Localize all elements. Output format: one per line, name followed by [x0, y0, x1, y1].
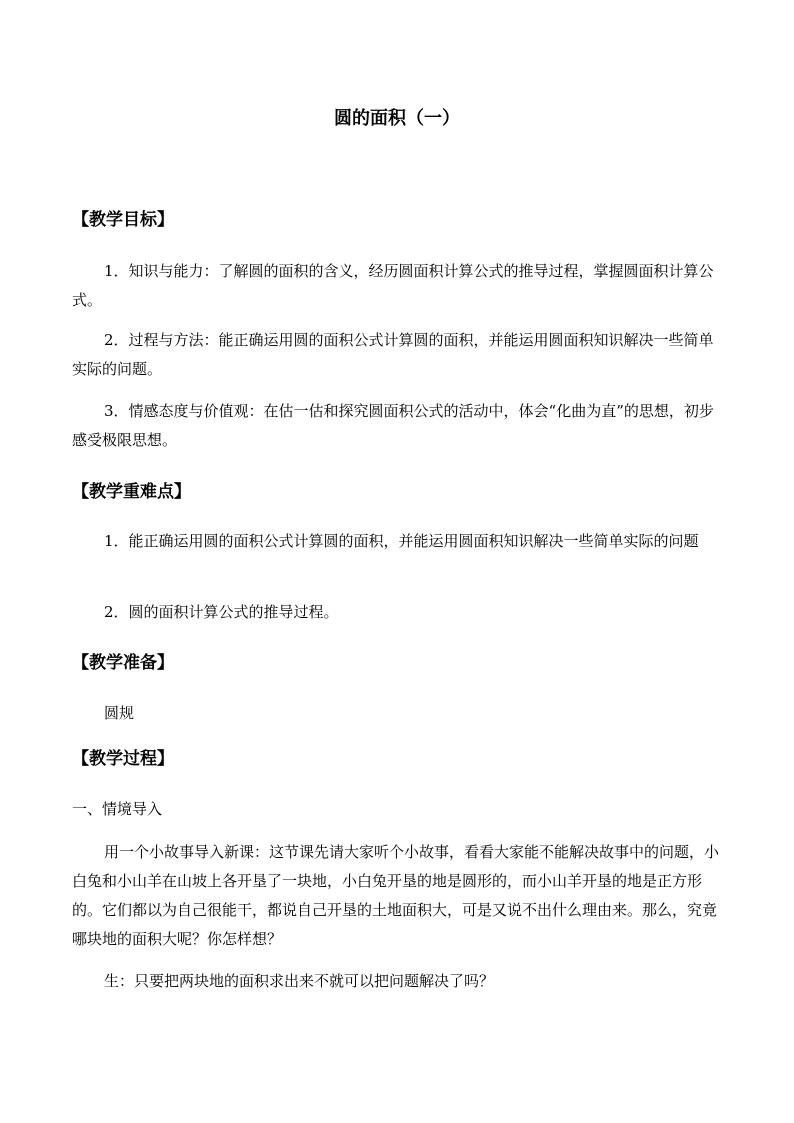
goal-item-2: 2．过程与方法：能正确运用圆的面积公式计算圆的面积，并能运用圆面积知识解决一些简单实际的问题。	[72, 331, 714, 378]
preparation-text: 圆规	[104, 704, 135, 722]
key-point-item-2: 2．圆的面积计算公式的推导过程。	[104, 603, 339, 621]
goal-item-1: 1．知识与能力：了解圆的面积的含义，经历圆面积计算公式的推导过程，掌握圆面积计算公式。	[72, 262, 714, 309]
page-title: 圆的面积（一）	[334, 108, 460, 129]
process-subheading: 一、情境导入	[72, 800, 163, 818]
key-point-item-1: 1．能正确运用圆的面积公式计算圆的面积，并能运用圆面积知识解决一些简单实际的问题	[104, 532, 699, 550]
section-heading-goals: 【教学目标】	[72, 210, 174, 230]
goal-item-3: 3．情感态度与价值观：在估一估和探究圆面积公式的活动中，体会“化曲为直”的思想，初步感受极限思想。	[72, 402, 714, 449]
section-heading-preparation: 【教学准备】	[72, 653, 174, 673]
section-heading-process: 【教学过程】	[72, 749, 174, 769]
process-paragraph-2: 生：只要把两块地的面积求出来不就可以把问题解决了吗？	[104, 972, 495, 990]
process-paragraph-1: 用一个小故事导入新课：这节课先请大家听个小故事，看看大家能不能解决故事中的问题，小白兔和小山羊在山坡上各开垦了一块地，小白兔开垦的地是圆形的，而小山羊开垦的地是正方形的。它们都以为自己很能干，都说自己开垦的土地面积大，可是又说不出什么理由来。那么，究竟哪块地的面积大呢？你怎样想？	[72, 843, 720, 948]
section-heading-key-points: 【教学重难点】	[72, 482, 191, 502]
